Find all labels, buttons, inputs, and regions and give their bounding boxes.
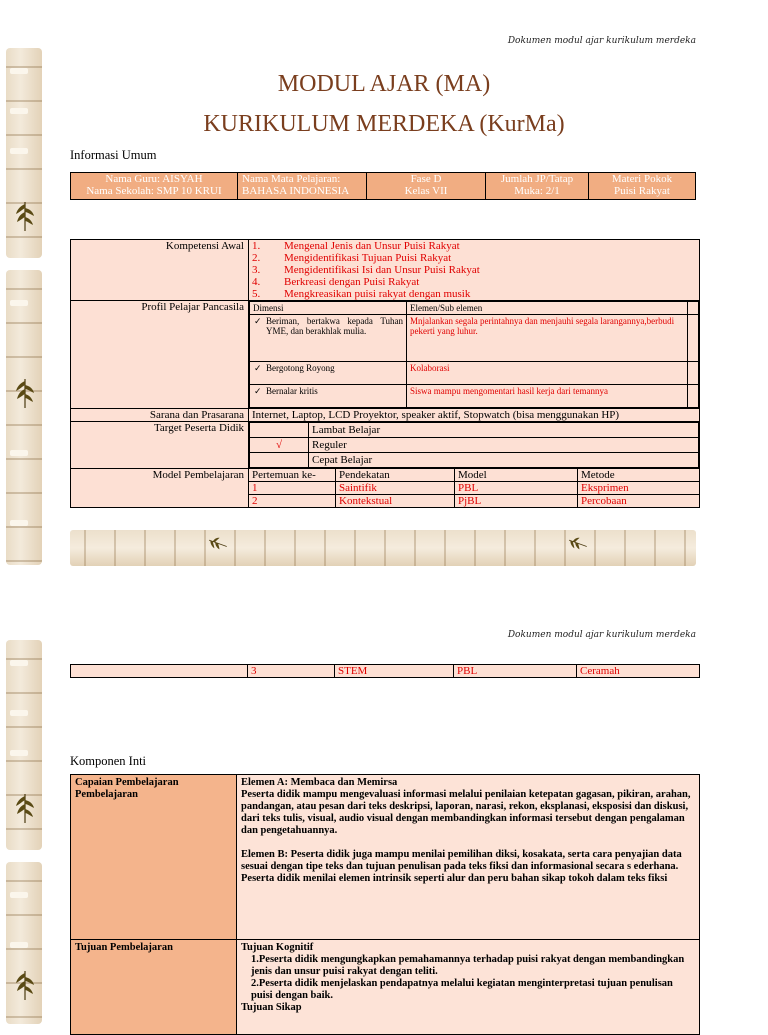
- elemen-b-text: Elemen B: Peserta didik juga mampu menilai pemilihan diksi, kosakata, serta cara penyajian data sesuai dengan tipe teks dan tujuan penulisan pada teks fiksi dan informasional secara s ederhana. Peserta didik menilai elemen intrinsik seperti alur dan peru bahan sikap tokoh dalam teks fiksi: [241, 849, 682, 884]
- profil-dimensi-3: ✓ Bernalar kritis: [250, 385, 407, 408]
- profil-elemen-2: Kolaborasi: [407, 362, 688, 385]
- fern-leaf-icon: [14, 790, 36, 824]
- check-icon: ✓: [254, 316, 262, 326]
- decorative-footer-strip: [70, 530, 696, 566]
- fern-leaf-icon: [14, 967, 36, 1001]
- core-component-table: [70, 774, 700, 1035]
- target-reguler: Reguler: [309, 438, 699, 453]
- profil-label: Profil Pelajar Pancasila: [71, 301, 249, 409]
- info-materi-cell: Materi Pokok Puisi Rakyat: [589, 173, 696, 200]
- fern-leaf-icon: [14, 198, 36, 232]
- page-gap: [0, 580, 768, 600]
- model-continued-table: [70, 664, 700, 678]
- capaian-label: Capaian Pembelajaran Pembelajaran: [71, 775, 237, 940]
- tujuan-kognitif-1: 1.Peserta didik mengungkapkan pemahamannya terhadap puisi rakyat dengan membandingkan jenis dan unsur puisi rakyat dengan teliti.: [251, 954, 685, 977]
- info-mapel-cell: Nama Mata Pelajaran: BAHASA INDONESIA: [238, 173, 367, 200]
- tujuan-body: [237, 940, 700, 1035]
- tujuan-kognitif-2: 2.Peserta didik menjelaskan pendapatnya melalui kegiatan menginterpretasi tujuan penulisan puisi dengan baik.: [251, 978, 673, 1001]
- fern-leaf-icon: [561, 523, 593, 562]
- list-item: 1. Mengenal Jenis dan Unsur Puisi Rakyat: [252, 240, 460, 252]
- kompetensi-list-cell: [249, 240, 700, 301]
- kompetensi-list: [252, 240, 696, 300]
- page-title: MODUL AJAR (MA): [277, 71, 491, 97]
- sarana-label: Sarana dan Prasarana: [71, 409, 249, 422]
- model-header: Metode: [578, 469, 700, 482]
- profil-elemen-3: Siswa mampu mengomentari hasil kerja dari temannya: [407, 385, 688, 408]
- model-header: Model: [455, 469, 578, 482]
- target-cepat: Cepat Belajar: [309, 453, 699, 468]
- decorative-border-strip: [6, 640, 42, 850]
- info-table: [70, 172, 696, 200]
- decorative-border-strip: [6, 270, 42, 565]
- check-icon: √: [250, 438, 309, 453]
- header-note: Dokumen modul ajar kurikulum merdeka: [507, 630, 696, 640]
- target-inner-table: [249, 422, 699, 468]
- info-jp-cell: Jumlah JP/Tatap Muka: 2/1: [486, 173, 589, 200]
- table-row: 3 STEM PBL Ceramah: [71, 665, 700, 678]
- competency-table: [70, 239, 700, 508]
- info-fase-cell: Fase D Kelas VII: [367, 173, 486, 200]
- elemen-a-text: Peserta didik mampu mengevaluasi informasi melalui penilaian ketepatan gagasan, pikiran, arahan, pandangan, atau pesan dari teks deskripsi, laporan, narasi, rekon, eksplanasi, eksposisi dan diskusi, dari teks tulis, visual, audio visual dengan membandingkan informasi tersebut dengan pengalaman dan pengetahuannya.: [241, 789, 691, 836]
- profil-elemen-1: Mnjalankan segala perintahnya dan menjauhi segala larangannya,berbudi pekerti yang luhur.: [407, 315, 688, 362]
- list-item: 5. Mengkreasikan puisi rakyat dengan musik: [252, 288, 471, 300]
- elemen-a-title: Elemen A: Membaca dan Memirsa: [241, 777, 398, 788]
- tujuan-label: Tujuan Pembelajaran: [71, 940, 237, 1035]
- profil-header-elemen: Elemen/Sub elemen: [407, 302, 688, 315]
- list-item: 2. Mengidentifikasi Tujuan Puisi Rakyat: [252, 252, 452, 264]
- section-informasi-umum: Informasi Umum: [70, 148, 157, 162]
- list-item: 3. Mengidentifikasi Isi dan Unsur Puisi Rakyat: [252, 264, 480, 276]
- decorative-border-strip: [6, 862, 42, 1024]
- profil-inner-table: [249, 301, 699, 408]
- fern-leaf-icon: [14, 375, 36, 409]
- kompetensi-label: Kompetensi Awal: [71, 240, 249, 301]
- fern-leaf-icon: [201, 523, 233, 562]
- profil-cell: [249, 301, 700, 409]
- check-icon: ✓: [254, 363, 262, 373]
- table-row: 2 Kontekstual PjBL Percobaan: [71, 495, 700, 508]
- target-lambat: Lambat Belajar: [309, 423, 699, 438]
- table-row: 1 Saintifik PBL Eksprimen: [71, 482, 700, 495]
- profil-header-dimensi: Dimensi: [250, 302, 407, 315]
- tujuan-sikap-title: Tujuan Sikap: [241, 1002, 302, 1013]
- model-header: Pertemuan ke-: [249, 469, 336, 482]
- section-komponen-inti: Komponen Inti: [70, 754, 147, 768]
- tujuan-kognitif-title: Tujuan Kognitif: [241, 942, 314, 953]
- model-label: Model Pembelajaran: [71, 469, 249, 508]
- header-note: Dokumen modul ajar kurikulum merdeka: [507, 36, 696, 46]
- sarana-value: Internet, Laptop, LCD Proyektor, speaker aktif, Stopwatch (bisa menggunakan HP): [249, 409, 700, 422]
- model-header: Pendekatan: [336, 469, 455, 482]
- check-icon: ✓: [254, 386, 262, 396]
- page-subtitle: KURIKULUM MERDEKA (KurMa): [203, 111, 565, 137]
- list-item: 4. Berkreasi dengan Puisi Rakyat: [252, 276, 420, 288]
- profil-dimensi-1: ✓ Beriman, bertakwa kepada Tuhan YME, dan berakhlak mulia.: [250, 315, 407, 362]
- info-guru-cell: Nama Guru: AISYAH Nama Sekolah: SMP 10 KRUI: [71, 173, 238, 200]
- target-cell: [249, 422, 700, 469]
- target-label: Target Peserta Didik: [71, 422, 249, 469]
- capaian-body: [237, 775, 700, 940]
- profil-dimensi-2: ✓ Bergotong Royong: [250, 362, 407, 385]
